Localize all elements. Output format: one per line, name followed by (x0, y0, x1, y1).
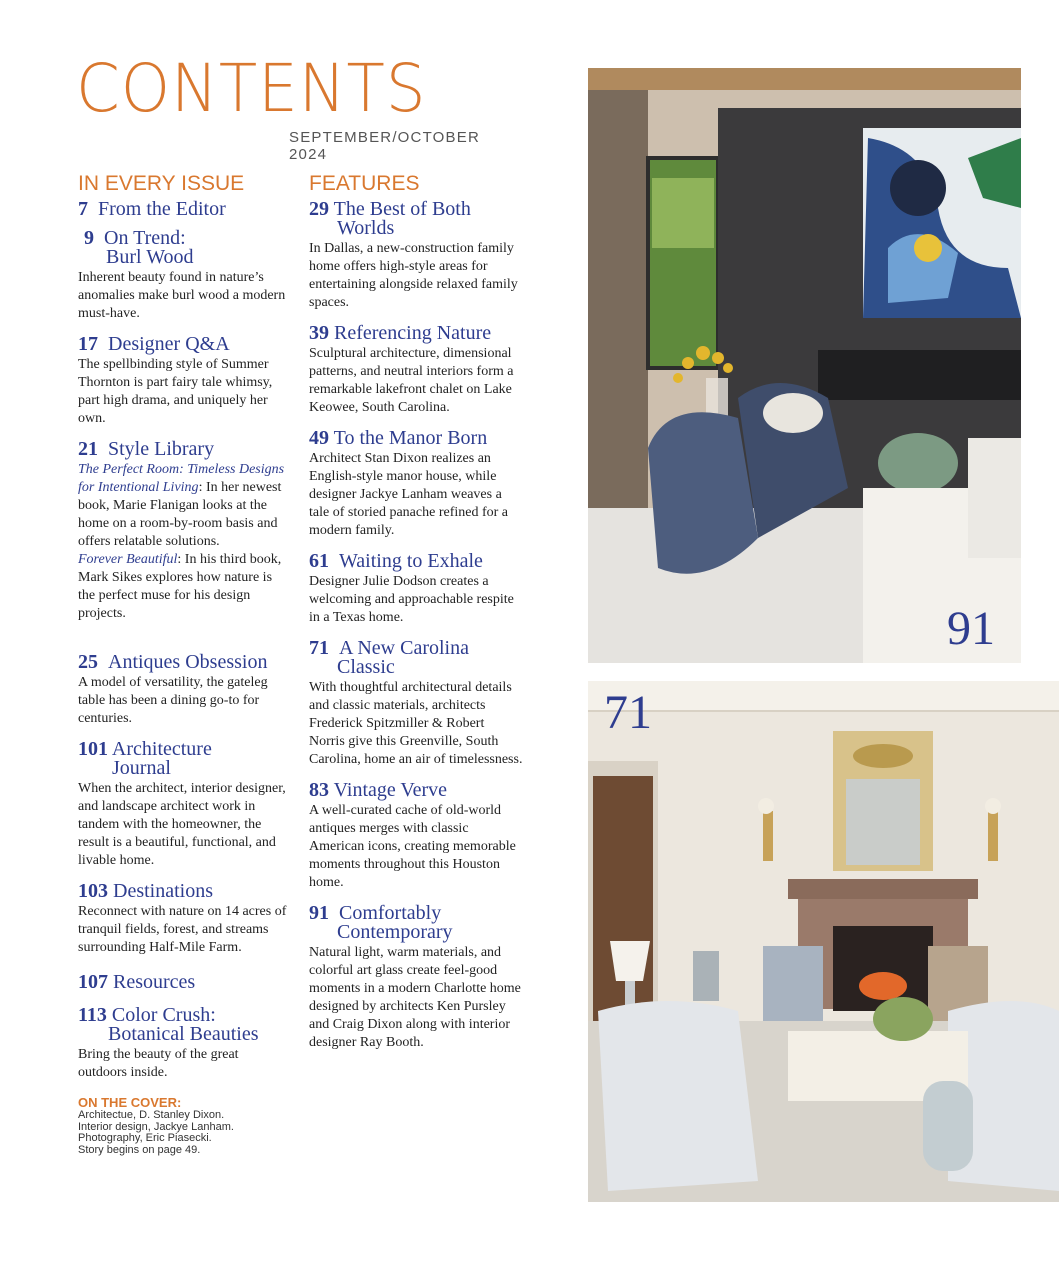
features-column (309, 171, 523, 1064)
every-issue-column (78, 171, 290, 1156)
entry-title-line2: Classic (337, 656, 395, 679)
toc-entry[interactable] (309, 429, 523, 540)
entry-title: Destinations (113, 880, 213, 903)
entry-title: Resources (113, 971, 196, 994)
photo-page-number: 71 (604, 686, 652, 739)
traditional-room-illustration (588, 681, 1059, 1202)
entry-description: A model of versatility, the gateleg table has been a dining go-to for centuries. (78, 675, 268, 727)
features-heading: FEATURES (309, 172, 420, 195)
cover-credit-line: Architectue, D. Stanley Dixon. (78, 1109, 225, 1122)
entry-title: Color Crush: (111, 1004, 216, 1027)
entry-description: With thoughtful architectural details and classic materials, architects Frederick Spitzmiller & Robert Norris give this Greenville, South Carolina, home an air of timelessness. (309, 680, 523, 768)
entry-description: Designer Julie Dodson creates a welcoming and approachable respite in a Texas home. (309, 574, 514, 626)
cover-credits (78, 1096, 290, 1156)
page-number: 17 (78, 333, 98, 356)
page-number: 83 (309, 779, 329, 802)
page-number: 29 (309, 198, 329, 221)
entry-description: Bring the beauty of the great outdoors inside. (78, 1047, 239, 1081)
photo-page-number: 91 (947, 602, 995, 655)
entry-title: The Best of Both (333, 198, 471, 221)
entry-description: When the architect, interior designer, and landscape architect work in tandem with the homeowner, the result is a beautiful, functional, and livable home. (78, 781, 286, 869)
entry-description: Inherent beauty found in nature’s anomalies make burl wood a modern must-have. (78, 270, 286, 322)
entry-description: Reconnect with nature on 14 acres of tranquil fields, forest, and streams surrounding Half-Mile Farm. (78, 904, 287, 956)
toc-entry[interactable] (78, 1006, 290, 1082)
toc-entry[interactable] (78, 335, 290, 428)
book-description: : In his third book, Mark Sikes explores how nature is the perfect muse for his design projects. (78, 552, 282, 622)
toc-entry[interactable] (309, 781, 523, 892)
entry-description: Architect Stan Dixon realizes an English-style manor house, while designer Jackye Lanham weaves a tale of storied panache refined for a modern family. (309, 451, 509, 539)
toc-entry[interactable] (78, 973, 290, 992)
entry-title-line2: Botanical Beauties (108, 1023, 259, 1046)
entry-title-line2: Journal (112, 757, 171, 780)
toc-entry[interactable] (78, 882, 290, 957)
toc-entry[interactable] (78, 200, 290, 219)
entry-title: Style Library (108, 438, 215, 461)
cover-credit-line: Story begins on page 49. (78, 1143, 201, 1156)
page-number: 7 (78, 198, 88, 221)
entry-title: Comfortably (339, 902, 442, 925)
toc-entry[interactable] (78, 653, 290, 728)
entry-title: On Trend: (104, 227, 186, 250)
toc-entry[interactable] (309, 639, 523, 769)
page-number: 25 (78, 651, 98, 674)
issue-date: SEPTEMBER/OCTOBER 2024 (289, 129, 480, 163)
entry-title-line2: Contemporary (337, 921, 453, 944)
page-number: 9 (84, 227, 94, 250)
toc-entry[interactable] (78, 440, 290, 623)
toc-entry[interactable] (78, 740, 290, 870)
entry-title: Vintage Verve (333, 779, 448, 802)
entry-title-line2: Worlds (337, 217, 395, 240)
living-room-illustration (588, 68, 1021, 663)
entry-title: A New Carolina (339, 637, 469, 660)
toc-entry[interactable] (309, 904, 523, 1052)
cover-credit-line: Photography, Eric Piasecki. (78, 1132, 212, 1145)
page-title: CONTENTS (76, 50, 427, 127)
entry-title: Waiting to Exhale (339, 550, 483, 573)
photo-traditional-room[interactable] (588, 681, 1059, 1202)
entry-title: Referencing Nature (334, 322, 492, 345)
page-number: 21 (78, 438, 98, 461)
entry-title: Designer Q&A (108, 333, 230, 356)
entry-title: From the Editor (98, 198, 226, 221)
entry-description: Natural light, warm materials, and colorful art glass create feel-good moments in a modern Charlotte home designed by architects Ken Pursley and Craig Dixon along with interior designer Ray Booth. (309, 945, 521, 1051)
toc-entry[interactable] (309, 200, 523, 312)
page-number: 103 (78, 880, 108, 903)
page-number: 107 (78, 971, 108, 994)
entry-title: To the Manor Born (333, 427, 488, 450)
book-title: Forever Beautiful (78, 552, 178, 568)
cover-credit-line: Interior design, Jackye Lanham. (78, 1120, 234, 1133)
entry-description: In Dallas, a new-construction family home offers high-style areas for entertaining alongside relaxed family spaces. (309, 241, 518, 311)
toc-entry[interactable] (309, 552, 523, 627)
toc-entry[interactable] (78, 229, 290, 323)
book-description: : In her newest book, Marie Flanigan looks at the home on a room-by-room basis and offers relatable solutions. (78, 480, 282, 550)
page-number: 71 (309, 637, 329, 660)
entry-title-line2: Burl Wood (106, 246, 194, 269)
book-title: The Perfect Room: Timeless Designs for Intentional Living (78, 462, 285, 496)
page-number: 91 (309, 902, 329, 925)
page-number: 113 (78, 1004, 107, 1027)
cover-heading: ON THE COVER: (78, 1095, 182, 1111)
page-number: 39 (309, 322, 329, 345)
toc-entry[interactable] (309, 324, 523, 417)
page-number: 61 (309, 550, 329, 573)
photo-living-room[interactable] (588, 68, 1021, 663)
every-issue-heading: IN EVERY ISSUE (78, 172, 245, 195)
entry-title: Antiques Obsession (108, 651, 268, 674)
entry-title: Architecture (111, 738, 212, 761)
page-number: 49 (309, 427, 329, 450)
entry-description: Sculptural architecture, dimensional patterns, and neutral interiors form a remarkable lakefront chalet on Lake Keowee, South Carolina. (309, 346, 514, 416)
page-number: 101 (78, 738, 108, 761)
entry-description: The spellbinding style of Summer Thornton is part fairy tale whimsy, part high drama, and uniquely her own. (78, 357, 273, 427)
entry-description: A well-curated cache of old-world antiques merges with classic American icons, creating memorable moments throughout this Houston home. (309, 803, 516, 891)
